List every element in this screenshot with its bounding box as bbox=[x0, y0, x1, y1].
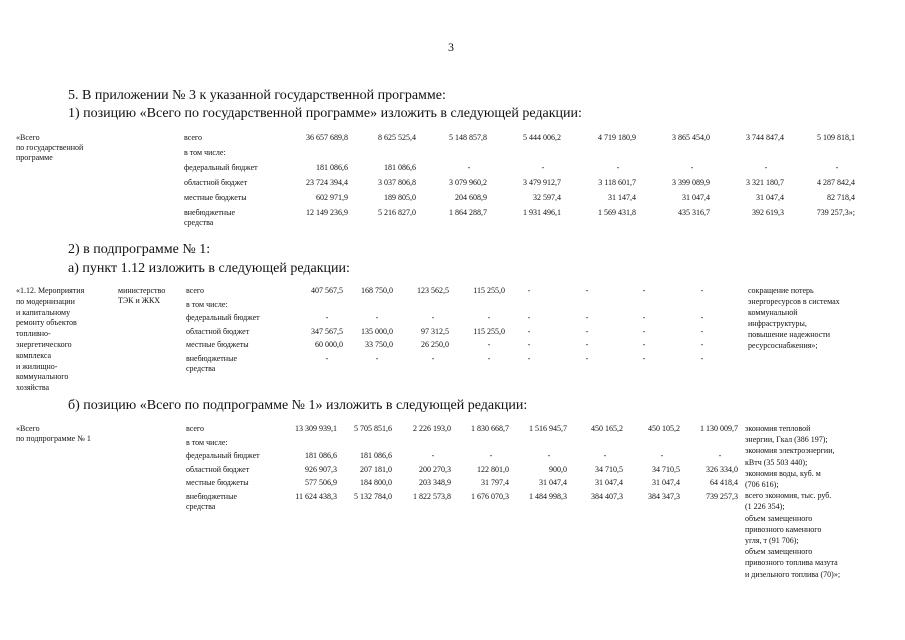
row-label: в том числе: bbox=[184, 148, 226, 157]
row-label: всего bbox=[186, 424, 205, 433]
table-cell: 5 444 006,2 bbox=[523, 133, 561, 142]
table-cell: - bbox=[375, 313, 379, 322]
table-cell: - bbox=[527, 340, 531, 349]
table-cell: - bbox=[700, 340, 704, 349]
heading-item-1: 1) позицию «Всего по государственной программе» изложить в следующей редакции: bbox=[68, 106, 582, 121]
table-cell: 60 000,0 bbox=[315, 340, 343, 349]
table-cell: - bbox=[603, 451, 607, 460]
row-label: внебюджетные bbox=[184, 208, 235, 217]
table-cell: 1 516 945,7 bbox=[529, 424, 567, 433]
row-label: внебюджетные bbox=[186, 353, 237, 363]
table-cell: - bbox=[700, 286, 704, 295]
table-cell: - bbox=[642, 286, 646, 295]
heading-item-2: 2) в подпрограмме № 1: bbox=[68, 242, 211, 257]
heading-item-b: б) позицию «Всего по подпрограмме № 1» изложить в следующей редакции: bbox=[68, 398, 528, 413]
table-cell: 739 257,3»; bbox=[816, 208, 855, 217]
table-cell: - bbox=[487, 313, 491, 322]
table-cell: 602 971,9 bbox=[316, 193, 348, 202]
table-cell: - bbox=[325, 353, 329, 363]
table-cell: - bbox=[700, 326, 704, 336]
table-cell: - bbox=[585, 353, 589, 363]
table-cell: 577 506,9 bbox=[305, 478, 337, 487]
expected-result-text: кВтч (35 503 440); bbox=[745, 457, 808, 467]
table-cell: - bbox=[690, 163, 694, 172]
table-cell: 3 744 847,4 bbox=[746, 133, 784, 142]
expected-result-text: энергии, Гкал (386 197); bbox=[745, 435, 828, 445]
table-cell: 31 047,4 bbox=[539, 478, 567, 487]
table-cell: 5 216 827,0 bbox=[378, 208, 416, 217]
table-cell: 31 147,4 bbox=[608, 193, 636, 202]
table-cell: 31 047,4 bbox=[756, 193, 784, 202]
table-cell: 1 676 070,3 bbox=[471, 491, 509, 501]
table-cell: 32 597,4 bbox=[533, 193, 561, 202]
table-cell: - bbox=[660, 451, 664, 460]
table-cell: 4 719 180,9 bbox=[598, 133, 636, 142]
expected-result-text: сокращение потерь bbox=[748, 286, 814, 295]
table-cell: 115 255,0 bbox=[473, 286, 505, 295]
expected-result-text: и дизельного топлива (70)»; bbox=[745, 569, 841, 579]
table-cell: 1 830 668,7 bbox=[471, 424, 509, 433]
expected-result-text: инфраструктуры, bbox=[748, 319, 807, 328]
table-cell: 123 562,5 bbox=[417, 286, 449, 295]
table-cell: 5 148 857,8 bbox=[449, 133, 487, 142]
table-cell: 392 619,3 bbox=[752, 208, 784, 217]
table-cell: 26 250,0 bbox=[421, 340, 449, 349]
expected-result-text: объем замещенного bbox=[745, 547, 813, 557]
table-cell: 13 309 939,1 bbox=[295, 424, 337, 433]
table-cell: - bbox=[764, 163, 768, 172]
row-label: всего bbox=[186, 286, 205, 295]
table-cell: 33 750,0 bbox=[365, 340, 393, 349]
table-cell: 31 047,4 bbox=[652, 478, 680, 487]
table-cell: - bbox=[487, 353, 491, 363]
table-cell: 168 750,0 bbox=[361, 286, 393, 295]
table-cell: 3 321 180,7 bbox=[746, 178, 784, 187]
expected-result-text: (1 226 354); bbox=[745, 502, 785, 512]
table-cell: 189 805,0 bbox=[384, 193, 416, 202]
table-cell: 11 624 438,3 bbox=[295, 491, 337, 501]
table-cell: - bbox=[467, 163, 471, 172]
table-cell: 82 718,4 bbox=[827, 193, 855, 202]
table-cell: 326 334,0 bbox=[706, 464, 738, 474]
row-label: всего bbox=[184, 133, 203, 142]
table-cell: 181 086,6 bbox=[384, 163, 416, 172]
expected-result-text: угля, т (91 706); bbox=[745, 536, 799, 545]
table-cell: 31 047,4 bbox=[682, 193, 710, 202]
row-group-label: и капитальному bbox=[16, 307, 71, 317]
expected-result-text: повышение надежности bbox=[748, 330, 831, 339]
row-group-label: и жилищно- bbox=[16, 361, 58, 371]
table-cell: 8 625 525,4 bbox=[378, 133, 416, 142]
table-cell: 207 181,0 bbox=[360, 464, 392, 474]
row-group-label: «Всего bbox=[16, 133, 40, 142]
expected-result-text: ресурсоснабжения»; bbox=[748, 341, 818, 350]
table-cell: - bbox=[527, 313, 531, 322]
table-cell: - bbox=[642, 340, 646, 349]
table-cell: 1 822 573,8 bbox=[413, 491, 451, 501]
row-label: средства bbox=[186, 501, 216, 511]
table-cell: - bbox=[585, 313, 589, 322]
table-cell: 1 931 496,1 bbox=[523, 208, 561, 217]
table-cell: - bbox=[642, 313, 646, 322]
table-cell: 3 479 912,7 bbox=[523, 178, 561, 187]
heading-item-2a: а) пункт 1.12 изложить в следующей редакции: bbox=[68, 261, 350, 276]
table-cell: - bbox=[700, 313, 704, 322]
table-cell: 184 800,0 bbox=[360, 478, 392, 487]
table-cell: 384 347,3 bbox=[648, 491, 680, 501]
row-label: местные бюджеты bbox=[186, 340, 249, 349]
table-cell: 2 226 193,0 bbox=[413, 424, 451, 433]
table-cell: 3 399 089,9 bbox=[672, 178, 710, 187]
executor-label: ТЭК и ЖКХ bbox=[118, 296, 161, 305]
row-label: федеральный бюджет bbox=[186, 313, 260, 322]
table-cell: 135 000,0 bbox=[361, 326, 393, 336]
table-cell: 1 484 998,3 bbox=[529, 491, 567, 501]
row-label: в том числе: bbox=[186, 437, 228, 447]
row-label: федеральный бюджет bbox=[186, 451, 260, 460]
table-cell: 181 086,6 bbox=[360, 451, 392, 460]
table-cell: 739 257,3 bbox=[706, 491, 738, 501]
row-group-label: по подпрограмме № 1 bbox=[16, 434, 91, 443]
table-cell: - bbox=[835, 163, 839, 172]
table-cell: - bbox=[642, 326, 646, 336]
row-group-label: хозяйства bbox=[16, 383, 50, 393]
row-label: средства bbox=[184, 218, 214, 227]
expected-result-text: экономия тепловой bbox=[745, 424, 811, 433]
row-group-label: комплекса bbox=[16, 350, 52, 360]
table-cell: 3 865 454,0 bbox=[672, 133, 710, 142]
table-cell: 450 165,2 bbox=[591, 424, 623, 433]
table-cell: 36 657 689,8 bbox=[306, 133, 348, 142]
row-group-label: по государственной bbox=[16, 143, 84, 152]
table-cell: 3 079 960,2 bbox=[449, 178, 487, 187]
row-label: федеральный бюджет bbox=[184, 163, 258, 172]
table-cell: 181 086,6 bbox=[316, 163, 348, 172]
table-cell: 23 724 394,4 bbox=[306, 178, 348, 187]
table-cell: 97 312,5 bbox=[421, 326, 449, 336]
table-cell: - bbox=[431, 353, 435, 363]
table-cell: 5 132 784,0 bbox=[354, 491, 392, 501]
table-cell: - bbox=[585, 326, 589, 336]
row-group-label: коммунального bbox=[16, 372, 69, 382]
table-cell: 200 270,3 bbox=[419, 464, 451, 474]
table-cell: 900,0 bbox=[549, 464, 567, 474]
row-label: средства bbox=[186, 363, 216, 373]
table-cell: 31 797,4 bbox=[481, 478, 509, 487]
table-cell: 4 287 842,4 bbox=[817, 178, 855, 187]
table-cell: 3 037 806,8 bbox=[378, 178, 416, 187]
table-cell: 435 316,7 bbox=[678, 208, 710, 217]
expected-result-text: коммунальной bbox=[748, 308, 798, 317]
row-label: в том числе: bbox=[186, 299, 228, 309]
expected-result-text: экономия электроэнергии, bbox=[745, 446, 835, 456]
table-cell: 1 130 009,7 bbox=[700, 424, 738, 433]
table-cell: - bbox=[616, 163, 620, 172]
table-cell: 1 569 431,8 bbox=[598, 208, 636, 217]
expected-result-text: объем замещенного bbox=[745, 513, 813, 523]
table-cell: 3 118 601,7 bbox=[598, 178, 636, 187]
table-cell: - bbox=[375, 353, 379, 363]
table-cell: 1 864 288,7 bbox=[449, 208, 487, 217]
table-cell: 115 255,0 bbox=[473, 326, 505, 336]
executor-label: министерство bbox=[118, 286, 166, 295]
expected-result-text: энергоресурсов в системах bbox=[748, 297, 840, 306]
heading-item-5: 5. В приложении № 3 к указанной государственной программе: bbox=[68, 88, 446, 103]
table-cell: 5 109 818,1 bbox=[817, 133, 855, 142]
expected-result-text: экономия воды, куб. м bbox=[745, 468, 821, 478]
table-cell: 347 567,5 bbox=[311, 326, 343, 336]
table-cell: - bbox=[527, 326, 531, 336]
table-cell: - bbox=[527, 286, 531, 295]
expected-result-text: всего экономия, тыс. руб. bbox=[745, 491, 832, 501]
table-cell: - bbox=[489, 451, 493, 460]
expected-result-text: (706 616); bbox=[745, 480, 779, 489]
table-cell: - bbox=[527, 353, 531, 363]
row-group-label: программе bbox=[16, 153, 53, 162]
table-cell: 31 047,4 bbox=[595, 478, 623, 487]
row-label: областной бюджет bbox=[186, 326, 250, 336]
table-cell: 34 710,5 bbox=[652, 464, 680, 474]
table-cell: - bbox=[585, 286, 589, 295]
table-cell: 203 348,9 bbox=[419, 478, 451, 487]
table-cell: 122 801,0 bbox=[477, 464, 509, 474]
table-cell: - bbox=[487, 340, 491, 349]
row-group-label: «Всего bbox=[16, 424, 40, 433]
expected-result-text: привозного каменного bbox=[745, 524, 822, 534]
row-label: областной бюджет bbox=[186, 464, 250, 474]
table-cell: - bbox=[718, 451, 722, 460]
row-group-label: ремонту объектов bbox=[16, 318, 77, 328]
row-label: внебюджетные bbox=[186, 491, 237, 501]
table-cell: 64 418,4 bbox=[710, 478, 738, 487]
table-cell: - bbox=[431, 313, 435, 322]
table-cell: 34 710,5 bbox=[595, 464, 623, 474]
table-cell: - bbox=[547, 451, 551, 460]
table-cell: 384 407,3 bbox=[591, 491, 623, 501]
table-cell: 204 608,9 bbox=[455, 193, 487, 202]
row-label: областной бюджет bbox=[184, 178, 248, 187]
table-cell: - bbox=[541, 163, 545, 172]
table-cell: 926 907,3 bbox=[305, 464, 337, 474]
row-group-label: «1.12. Мероприятия bbox=[16, 286, 85, 295]
row-label: местные бюджеты bbox=[184, 193, 247, 202]
table-cell: 407 567,5 bbox=[311, 286, 343, 295]
page-number: 3 bbox=[448, 40, 454, 54]
table-cell: 181 086,6 bbox=[305, 451, 337, 460]
table-cell: - bbox=[642, 353, 646, 363]
row-group-label: энергетического bbox=[16, 340, 72, 349]
table-cell: - bbox=[700, 353, 704, 363]
table-cell: 5 705 851,6 bbox=[354, 424, 392, 433]
row-group-label: по модернизации bbox=[16, 296, 75, 306]
table-cell: 12 149 236,9 bbox=[306, 208, 348, 217]
expected-result-text: привозного топлива мазута bbox=[745, 558, 838, 568]
table-cell: - bbox=[431, 451, 435, 460]
table-cell: 450 105,2 bbox=[648, 424, 680, 433]
table-cell: - bbox=[585, 340, 589, 349]
table-cell: - bbox=[325, 313, 329, 322]
row-group-label: топливно- bbox=[16, 329, 51, 339]
row-label: местные бюджеты bbox=[186, 478, 249, 487]
